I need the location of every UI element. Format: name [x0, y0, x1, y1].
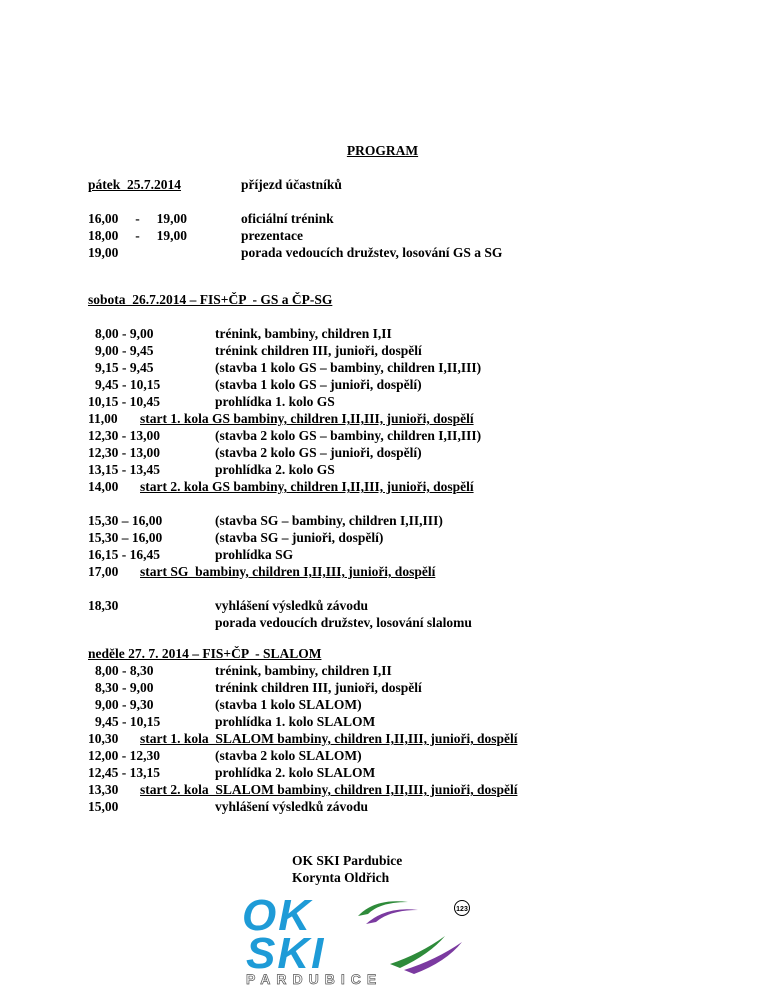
sunday-heading: neděle 27. 7. 2014 – FIS+ČP - SLALOM: [88, 646, 322, 661]
logo-subtitle: PARDUBICE: [246, 971, 383, 987]
schedule-desc: trénink children III, junioři, dospělí: [215, 680, 422, 695]
schedule-desc: prohlídka 2. kolo GS: [215, 462, 335, 477]
schedule-desc: trénink, bambiny, children I,II: [215, 663, 392, 678]
start-run-desc: start 1. kola GS bambiny, children I,II,III, junioři, dospělí: [140, 411, 474, 426]
schedule-time: 13,15 - 13,45: [88, 462, 160, 477]
schedule-time: 8,00 - 9,00: [95, 326, 154, 341]
schedule-time: 15,00: [88, 799, 119, 814]
schedule-time: 9,15 - 9,45: [95, 360, 154, 375]
start-run-desc: start SG bambiny, children I,II,III, junioři, dospělí: [140, 564, 436, 579]
schedule-desc: trénink children III, junioři, dospělí: [215, 343, 422, 358]
schedule-desc: (stavba SG – bambiny, children I,II,III): [215, 513, 443, 528]
schedule-desc: prohlídka 2. kolo SLALOM: [215, 765, 376, 780]
schedule-time: 16,15 - 16,45: [88, 547, 160, 562]
schedule-desc: prohlídka 1. kolo SLALOM: [215, 714, 376, 729]
schedule-desc: vyhlášení výsledků závodu: [215, 799, 369, 814]
friday-heading-desc: příjezd účastníků: [241, 177, 342, 192]
schedule-desc: (stavba 1 kolo GS – junioři, dospělí): [215, 377, 422, 392]
schedule-desc: prohlídka 1. kolo GS: [215, 394, 335, 409]
schedule-desc: oficiální trénink: [241, 211, 334, 226]
schedule-time: 16,00 - 19,00: [88, 211, 187, 226]
ski-track-icon: [366, 909, 418, 924]
schedule-desc: prezentace: [241, 228, 303, 243]
schedule-time: 13,30: [88, 782, 119, 797]
schedule-time: 8,30 - 9,00: [95, 680, 154, 695]
schedule-desc: (stavba 2 kolo SLALOM): [215, 748, 362, 763]
schedule-time: 18,00 - 19,00: [88, 228, 187, 243]
saturday-heading: sobota 26.7.2014 – FIS+ČP - GS a ČP-SG: [88, 292, 333, 307]
schedule-time: 15,30 – 16,00: [88, 530, 163, 545]
schedule-desc: prohlídka SG: [215, 547, 294, 562]
schedule-time: 12,45 - 13,15: [88, 765, 160, 780]
signature-name: Korynta Oldřich: [292, 870, 390, 885]
logo-text-top: OK: [242, 892, 312, 940]
schedule-time: 9,00 - 9,30: [95, 697, 154, 712]
schedule-time: 17,00: [88, 564, 119, 579]
logo-badge: 123: [456, 906, 468, 913]
schedule-time: 19,00: [88, 245, 119, 260]
schedule-desc: (stavba 2 kolo GS – junioři, dospělí): [215, 445, 422, 460]
schedule-desc: porada vedoucích družstev, losování GS a SG: [241, 245, 503, 260]
schedule-desc: trénink, bambiny, children I,II: [215, 326, 392, 341]
schedule-time: 9,00 - 9,45: [95, 343, 154, 358]
page-title: PROGRAM: [346, 143, 419, 158]
schedule-desc: (stavba 1 kolo GS – bambiny, children I,II,III): [215, 360, 482, 375]
schedule-desc: (stavba 2 kolo GS – bambiny, children I,II,III): [215, 428, 482, 443]
schedule-desc: (stavba 1 kolo SLALOM): [215, 697, 362, 712]
schedule-desc: porada vedoucích družstev, losování slalomu: [215, 615, 472, 630]
schedule-desc: vyhlášení výsledků závodu: [215, 598, 369, 613]
schedule-time: 12,00 - 12,30: [88, 748, 160, 763]
schedule-time: 15,30 – 16,00: [88, 513, 163, 528]
friday-heading: pátek 25.7.2014: [88, 177, 182, 192]
ok-ski-logo: [240, 892, 480, 987]
schedule-time: 11,00: [88, 411, 118, 426]
schedule-time: 9,45 - 10,15: [95, 377, 161, 392]
schedule-time: 10,15 - 10,45: [88, 394, 160, 409]
logo-text-bottom: SKI: [246, 929, 326, 978]
schedule-desc: (stavba SG – junioři, dospělí): [215, 530, 384, 545]
schedule-time: 8,00 - 8,30: [95, 663, 154, 678]
schedule-time: 18,30: [88, 598, 119, 613]
start-run-desc: start 1. kola SLALOM bambiny, children I,II,III, junioři, dospělí: [140, 731, 518, 746]
start-run-desc: start 2. kola SLALOM bambiny, children I,II,III, junioři, dospělí: [140, 782, 518, 797]
schedule-time: 12,30 - 13,00: [88, 428, 160, 443]
signature-club: OK SKI Pardubice: [292, 853, 403, 868]
schedule-time: 14,00: [88, 479, 119, 494]
schedule-time: 12,30 - 13,00: [88, 445, 160, 460]
start-run-desc: start 2. kola GS bambiny, children I,II,III, junioři, dospělí: [140, 479, 474, 494]
schedule-time: 9,45 - 10,15: [95, 714, 161, 729]
schedule-time: 10,30: [88, 731, 119, 746]
